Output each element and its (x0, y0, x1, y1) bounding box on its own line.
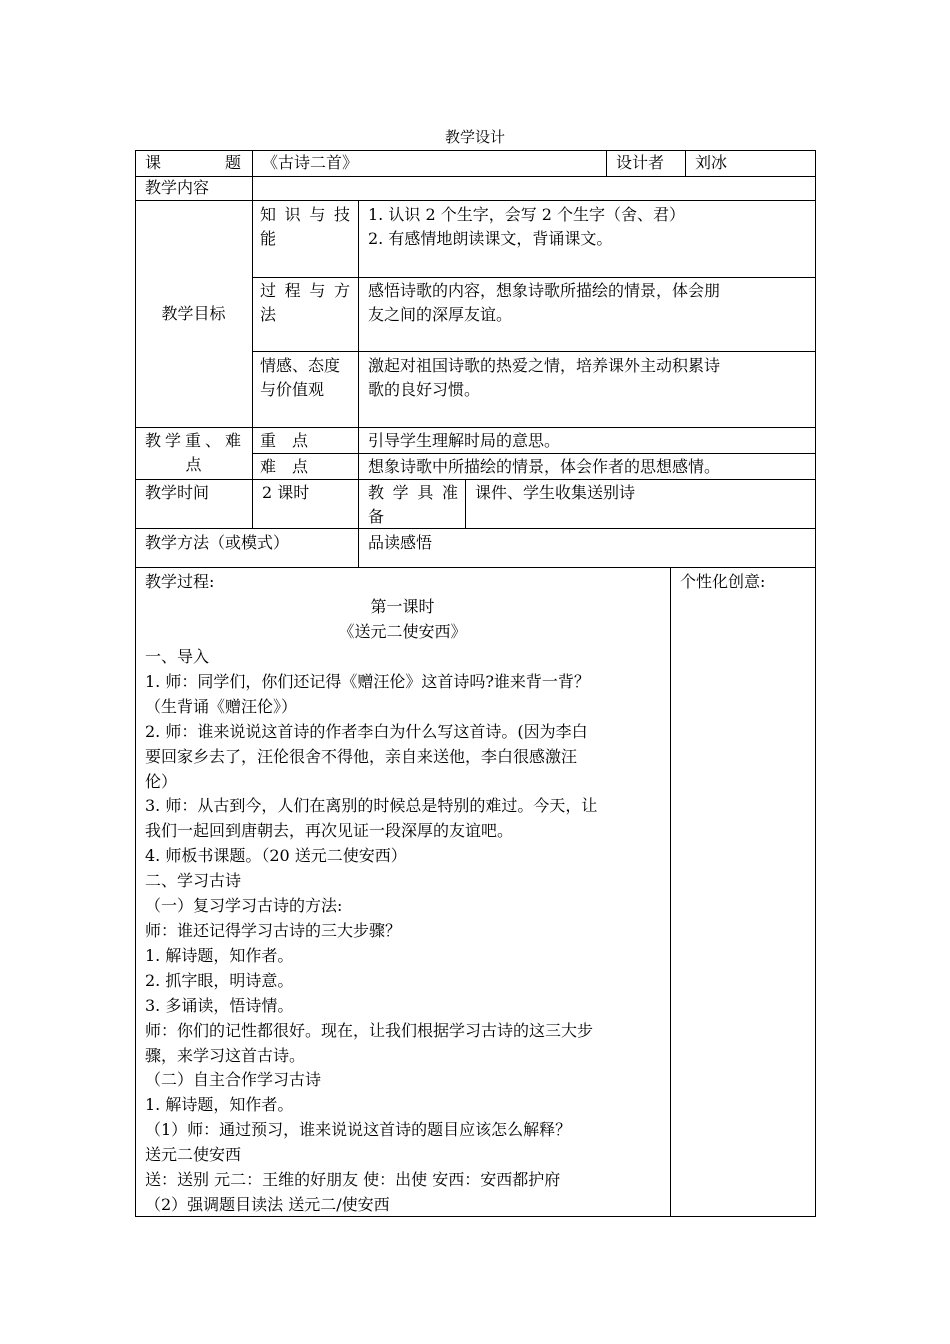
process-line-2: 友之间的深厚友谊。 (368, 305, 513, 324)
knowledge-line-1: 1. 认识 2 个生字，会写 2 个生字（舍、君） (368, 205, 686, 224)
knowledge-label-1: 知 识 与 技 (260, 205, 350, 224)
hard-point-label: 难 点 (260, 457, 309, 476)
emotion-label-1: 情感、态度 (260, 356, 341, 375)
process-body (145, 645, 665, 1218)
tools-label-1: 教 学 具 准 (368, 483, 458, 502)
hard-point-value: 想象诗歌中所描绘的情景，体会作者的思想感情。 (368, 457, 721, 476)
process-line: 1. 解诗题，知作者。 (145, 1095, 294, 1115)
process-line: 3. 师：从古到今，人们在离别的时候总是特别的难过。今天，让 (145, 796, 598, 816)
process-line: （1）师：通过预习，谁来说说这首诗的题目应该怎么解释？ (145, 1120, 572, 1140)
process-line: 1. 师：同学们，你们还记得《赠汪伦》这首诗吗?谁来背一背？ (145, 671, 590, 691)
keypoints-label-2: 点 (185, 455, 202, 474)
topic-value: 《古诗二首》 (262, 153, 359, 172)
process-line: 师：你们的记性都很好。现在，让我们根据学习古诗的这三大步 (145, 1020, 594, 1040)
knowledge-label-2: 能 (260, 229, 277, 248)
process-line: 骤，来学习这首古诗。 (145, 1045, 306, 1065)
process-line: 1. 解诗题，知作者。 (145, 945, 294, 965)
process-line: 2. 师：谁来说说这首诗的作者李白为什么写这首诗。(因为李白 (145, 721, 588, 741)
process-line: 4. 师板书课题。（20 送元二使安西） (145, 846, 407, 866)
process-line: 二、学习古诗 (145, 871, 242, 891)
process-label-1: 过 程 与 方 (260, 281, 350, 300)
process-line: （生背诵《赠汪伦》） (145, 696, 298, 716)
process-line: （2）强调题目读法 送元二/使安西 (145, 1194, 390, 1214)
emotion-line-1: 激起对祖国诗歌的热爱之情，培养课外主动积累诗 (368, 356, 721, 375)
lesson-title: 第一课时 (370, 597, 435, 616)
method-label: 教学方法（或模式） (145, 533, 290, 552)
process-line: （一）复习学习古诗的方法: (145, 896, 343, 916)
tools-value: 课件、学生收集送别诗 (475, 483, 636, 502)
process-line: 要回家乡去了，汪伦很舍不得他，亲自来送他，李白很感激汪 (145, 746, 578, 766)
knowledge-line-2: 2. 有感情地朗读课文，背诵课文。 (368, 229, 613, 248)
emotion-line-2: 歌的良好习惯。 (368, 380, 481, 399)
process-line: （二）自主合作学习古诗 (145, 1070, 322, 1090)
process-line: 伦） (145, 771, 178, 791)
poem-title: 《送元二使安西》 (338, 622, 467, 641)
process-line: 3. 多诵读，悟诗情。 (145, 995, 294, 1015)
time-label: 教学时间 (145, 483, 210, 502)
document-title: 教学设计 (444, 128, 505, 146)
content-label: 教学内容 (145, 178, 210, 197)
creative-label: 个性化创意: (680, 572, 766, 591)
method-value: 品读感悟 (368, 533, 433, 552)
goals-label: 教学目标 (161, 304, 226, 323)
process-line: 师：谁还记得学习古诗的三大步骤？ (145, 920, 402, 940)
designer-label: 设计者 (616, 153, 665, 172)
tools-label-2: 备 (368, 507, 385, 526)
key-point-value: 引导学生理解时局的意思。 (368, 431, 561, 450)
process-line: 送：送别 元二：王维的好朋友 使：出使 安西：安西都护府 (145, 1170, 561, 1190)
process-section-label: 教学过程: (145, 572, 215, 591)
process-line: 我们一起回到唐朝去，再次见证一段深厚的友谊吧。 (145, 821, 514, 841)
topic-label: 课 题 (145, 153, 241, 172)
keypoints-label-1: 教 学 重 、 难 (145, 431, 241, 450)
process-line: 2. 抓字眼，明诗意。 (145, 970, 294, 990)
process-line: 送元二使安西 (145, 1145, 242, 1165)
process-label-2: 法 (260, 305, 277, 324)
time-value: 2 课时 (262, 483, 310, 502)
process-line: 一、导入 (145, 647, 210, 666)
key-point-label: 重 点 (260, 431, 309, 450)
emotion-label-2: 与价值观 (260, 380, 325, 399)
designer-value: 刘冰 (695, 153, 728, 172)
process-line-1: 感悟诗歌的内容，想象诗歌所描绘的情景，体会朋 (368, 281, 721, 300)
